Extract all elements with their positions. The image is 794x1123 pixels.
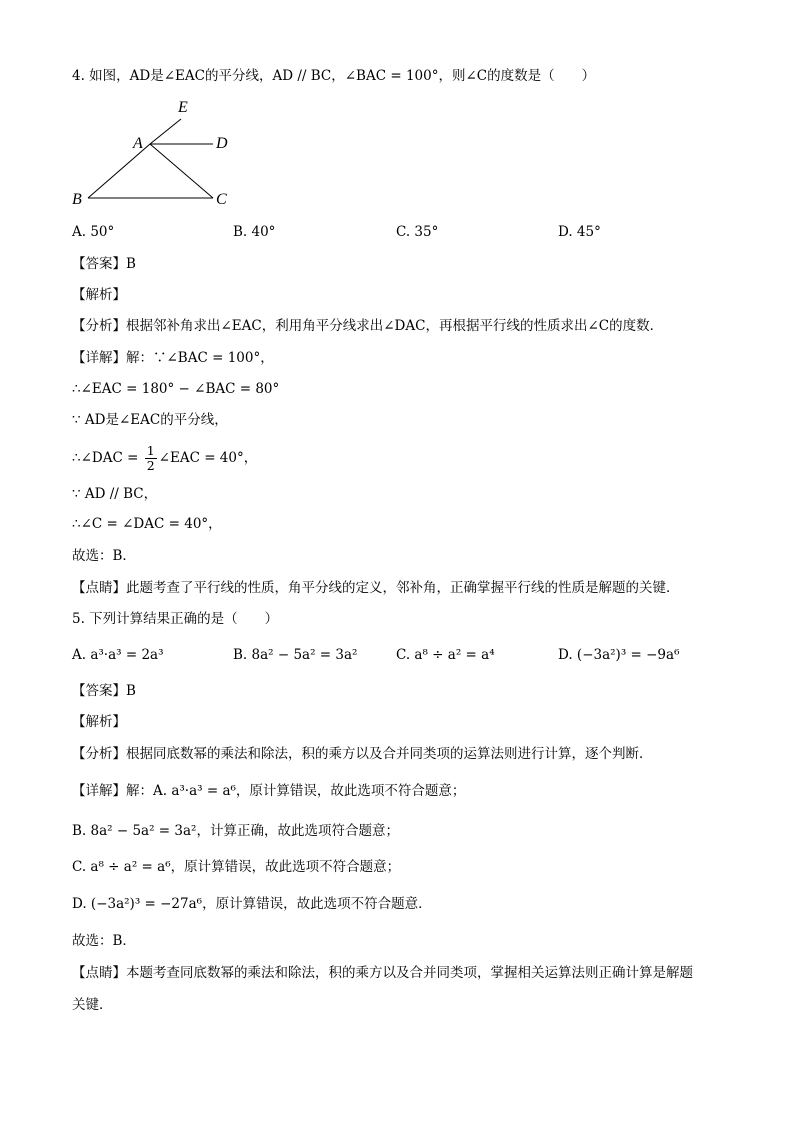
- fraction-numerator: 1: [146, 443, 155, 458]
- q5-detail-2: B. 8a² − 5a² = 3a²，计算正确，故此选项符合题意；: [72, 823, 399, 839]
- segment-ae: [150, 119, 181, 144]
- fraction-one-half: [145, 444, 157, 473]
- q5-option-b: B. 8a² − 5a² = 3a²: [233, 647, 358, 663]
- label-b: B: [72, 191, 82, 208]
- q4-figure: [60, 92, 260, 212]
- q5-answer: 【答案】B: [72, 683, 136, 699]
- q5-option-c: C. a⁸ ÷ a² = a⁴: [396, 647, 495, 663]
- q4-detail-4-lead: ∴∠DAC =: [72, 450, 143, 466]
- q5-option-d: D. (−3a²)³ = −9a⁶: [558, 647, 680, 663]
- q4-option-c: C. 35°: [396, 224, 439, 240]
- q4-dianjing: 【点睛】此题考查了平行线的性质，角平分线的定义，邻补角，正确掌握平行线的性质是解题的关键．: [72, 580, 680, 596]
- q5-dianjing-line-2: 关键．: [72, 997, 113, 1013]
- q4-option-a: A. 50°: [72, 224, 115, 240]
- q4-option-b: B. 40°: [233, 224, 276, 240]
- q4-detail-6: ∴∠C = ∠DAC = 40°，: [72, 516, 222, 532]
- q4-detail-5: ∵ AD // BC，: [72, 486, 158, 502]
- label-a: A: [133, 135, 143, 152]
- q4-detail-4: [72, 444, 257, 473]
- q5-detail-3: C. a⁸ ÷ a² = a⁶，原计算错误，故此选项不符合题意；: [72, 859, 401, 875]
- q4-detail-2: ∴∠EAC = 180° − ∠BAC = 80°: [72, 381, 280, 397]
- q4-detail-4-tail: ∠EAC = 40°，: [158, 450, 258, 466]
- label-c: C: [216, 191, 227, 208]
- q5-detail-4: D. (−3a²)³ = −27a⁶，原计算错误，故此选项不符合题意．: [72, 896, 432, 912]
- q4-option-d: D. 45°: [558, 224, 601, 240]
- q4-stem: 4. 如图，AD是∠EAC的平分线，AD // BC，∠BAC = 100°，则∠C的度数是（ ）: [72, 68, 596, 84]
- q5-analysis-heading: 【解析】: [72, 714, 126, 730]
- segment-ac: [150, 144, 213, 198]
- label-d: D: [216, 135, 228, 152]
- q5-detail-1: 【详解】解：A. a³·a³ = a⁶，原计算错误，故此选项不符合题意；: [72, 783, 466, 799]
- segment-ab: [88, 144, 150, 198]
- fraction-denominator: 2: [146, 458, 155, 473]
- q5-detail-5: 故选：B．: [72, 933, 136, 949]
- q4-detail-3: ∵ AD是∠EAC的平分线，: [72, 412, 228, 428]
- q5-option-a: A. a³·a³ = 2a³: [72, 647, 164, 663]
- q4-fenxi: 【分析】根据邻补角求出∠EAC，利用角平分线求出∠DAC，再根据平行线的性质求出∠C的度数．: [72, 318, 664, 334]
- q5-dianjing-line-1: 【点睛】本题考查同底数幂的乘法和除法，积的乘方以及合并同类项，掌握相关运算法则正确计算是解题: [72, 965, 693, 981]
- q5-fenxi: 【分析】根据同底数幂的乘法和除法，积的乘方以及合并同类项的运算法则进行计算，逐个判断．: [72, 746, 653, 762]
- q5-stem: 5. 下列计算结果正确的是（ ）: [72, 611, 279, 627]
- q4-detail-1: 【详解】解：∵∠BAC = 100°，: [72, 350, 274, 366]
- q4-detail-7: 故选：B．: [72, 548, 136, 564]
- q4-analysis-heading: 【解析】: [72, 287, 126, 303]
- q4-answer: 【答案】B: [72, 256, 136, 272]
- label-e: E: [178, 99, 188, 116]
